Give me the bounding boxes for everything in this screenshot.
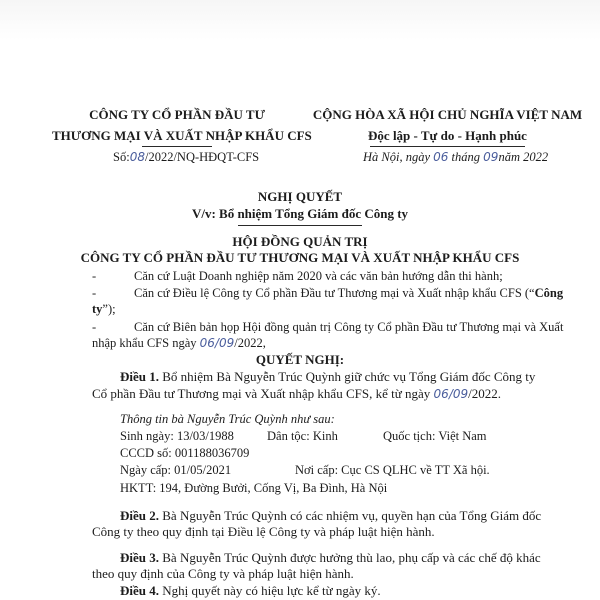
motto-underline [370,146,525,147]
date-of-birth: Sinh ngày: 13/03/1988 [120,429,234,443]
date-year: năm 2022 [498,150,549,164]
company-name-line1: CÔNG TY CỔ PHẦN ĐẦU TƯ [89,107,265,122]
company-underline [142,146,212,147]
basis-bullet-3: - [92,320,97,334]
document-number [113,150,259,165]
basis-item-3-text: nhập khẩu CFS ngày [92,336,197,350]
basis-bullet-1: - [92,269,97,283]
basis-item-3-year: /2022, [234,336,266,350]
document-number-handwritten: 08 [129,150,145,164]
subject-underline [238,225,362,226]
document-date [363,150,548,165]
article-3-line1 [120,550,541,566]
basis-item-3-date-handwritten: 06/09 [199,336,235,350]
article-1-line1 [120,369,535,385]
national-motto: Độc lập - Tự do - Hạnh phúc [368,128,527,143]
document-number-suffix: /2022/NQ-HĐQT-CFS [144,150,260,164]
issue-place: Nơi cấp: Cục CS QLHC về TT Xã hội. [295,463,490,477]
document-title: NGHỊ QUYẾT [257,189,343,204]
basis-item-2-defined-term-end: ty [92,302,103,316]
basis-item-3-line2 [92,336,266,351]
date-day-handwritten: 06 [433,150,449,164]
permanent-address: HKTT: 194, Đường Bưởi, Cống Vị, Ba Đình, Hà Nội [120,481,388,495]
nation-title: CỘNG HÒA XÃ HỘI CHỦ NGHĨA VIỆT NAM [312,107,583,122]
id-number: CCCD số: 001188036709 [120,446,250,460]
basis-item-2-end: ”); [102,302,116,316]
article-3-label: Điều 3. [120,550,159,565]
personal-info-intro: Thông tin bà Nguyễn Trúc Quỳnh như sau: [120,412,335,426]
date-place: Hà Nội, ngày [363,150,431,164]
basis-item-2-continued [92,302,116,317]
basis-item-2-text: Căn cứ Điều lệ Công ty Cổ phần Đầu tư Thương mại và Xuất nhập khẩu CFS (“ [134,286,535,300]
article-1-text-cont: Cổ phần Đầu tư Thương mại và Xuất nhập khẩu CFS, kể từ ngày [92,386,431,401]
article-2-label: Điều 2. [120,508,159,523]
article-4 [120,583,381,599]
article-1-year: /2022. [468,386,502,401]
article-2-text: Bà Nguyễn Trúc Quỳnh có các nhiệm vụ, quyền hạn của Tổng Giám đốc [162,508,542,523]
date-month-handwritten: 09 [483,150,499,164]
issuer-board: HỘI ĐỒNG QUẢN TRỊ [232,234,368,249]
article-2-line2: Công ty theo quy định tại Điều lệ Công ty và pháp luật hiện hành. [92,524,435,539]
issue-date: Ngày cấp: 01/05/2021 [120,463,232,477]
article-4-text: Nghị quyết này có hiệu lực kể từ ngày ký. [162,583,381,598]
company-name-line2: THƯƠNG MẠI VÀ XUẤT NHẬP KHẨU CFS [52,128,312,143]
article-1-line2 [92,386,501,402]
article-1-text: Bổ nhiệm Bà Nguyễn Trúc Quỳnh giữ chức vụ Tổng Giám đốc Công ty [162,369,536,384]
issuer-company: CÔNG TY CỔ PHẦN ĐẦU TƯ THƯƠNG MẠI VÀ XUẤT NHẬP KHẨU CFS [80,250,520,265]
document-number-prefix: Số: [113,150,130,164]
article-2-line1 [120,508,541,524]
article-3-text: Bà Nguyễn Trúc Quỳnh được hưởng thù lao, phụ cấp và các chế độ khác [162,550,541,565]
decision-heading: QUYẾT NGHỊ: [255,352,345,367]
article-3-line2: theo quy định của Công ty và pháp luật hiện hành. [92,566,354,581]
nationality: Quốc tịch: Việt Nam [383,429,487,443]
basis-bullet-2: - [92,286,97,300]
ethnicity: Dân tộc: Kinh [267,429,338,443]
basis-item-2 [134,286,563,301]
basis-item-2-defined-term: Công [534,286,564,300]
article-4-label: Điều 4. [120,583,159,598]
date-month-label: tháng [451,150,481,164]
article-1-label: Điều 1. [120,369,159,384]
basis-item-1: Căn cứ Luật Doanh nghiệp năm 2020 và các văn bản hướng dẫn thi hành; [134,269,503,283]
document-subject: V/v: Bổ nhiệm Tổng Giám đốc Công ty [191,206,409,221]
article-1-date-handwritten: 06/09 [433,387,469,401]
basis-item-3-line1: Căn cứ Biên bản họp Hội đồng quản trị Công ty Cổ phần Đầu tư Thương mại và Xuất [134,320,564,334]
